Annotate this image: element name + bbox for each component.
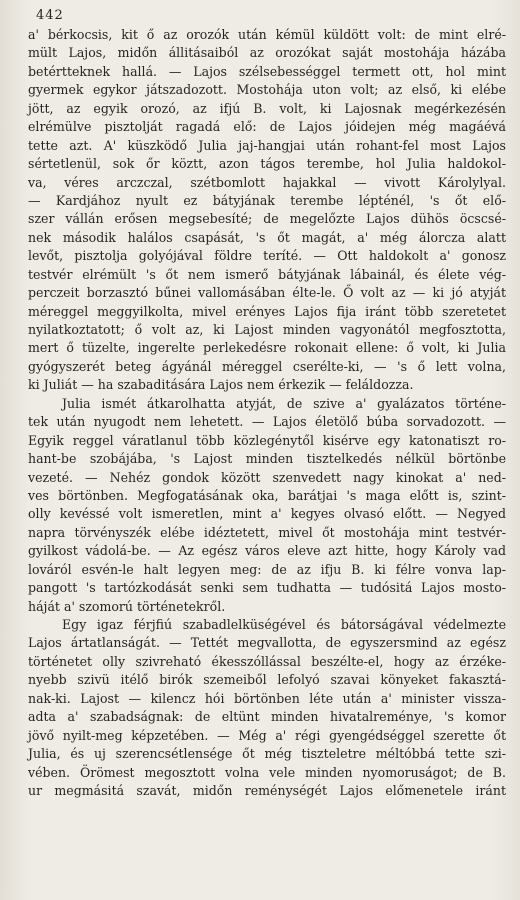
- text-line: va, véres arczczal, szétbomlott hajakkal — vivott Károlylyal.: [28, 174, 506, 190]
- text-line: nak-ki. Lajost — kilencz hói börtönben léte után a' minister vissza-: [28, 690, 506, 706]
- text-line: testvér elrémült 's őt nem ismerő bátyjának lábainál, és élete vég-: [28, 266, 506, 282]
- text-line: levőt, pisztolja golyójával földre teríté. — Ott haldokolt a' gonosz: [28, 248, 506, 264]
- text-line: jövő nyilt-meg képzetében. — Még a' régi gyengédséggel szerette őt: [28, 727, 506, 743]
- text-line: Egy igaz férjfiú szabadlelküségével és bátorságával védelmezte: [62, 617, 506, 632]
- text-line: jött, az egyik orozó, az ifjú B. volt, ki Lajosnak megérkezésén: [28, 100, 506, 116]
- text-line: lováról esvén-le halt legyen meg: de az ifju B. ki félre vonva lap-: [28, 561, 506, 577]
- text-line: méreggel meggyilkolta, mivel erényes Lajos fija iránt több szeretetet: [28, 303, 506, 319]
- text-line: tette azt. A' küszködő Julia jaj-hangjai után rohant-fel most Lajos: [28, 137, 506, 153]
- text-line: a' bérkocsis, kit ő az orozók után kémül küldött volt: de mint elré-: [28, 27, 506, 42]
- text-line: ki Juliát — ha szabaditására Lajos nem érkezik — feláldozza.: [28, 377, 414, 393]
- text-line: pangott 's tartózkodását senki sem tudhatta — tudósitá Lajos mosto-: [28, 580, 506, 596]
- text-line: háját a' szomorú történetekről.: [28, 598, 226, 614]
- text-line: Egyik reggel váratlanul több közlegénytől kisérve egy katonatiszt ro-: [28, 432, 506, 448]
- text-line: — Kardjához nyult ez bátyjának terembe lépténél, 's őt elő-: [28, 192, 506, 208]
- text-line: gyilkost vádolá-be. — Az egész város eleve azt hitte, hogy Károly vad: [28, 543, 506, 559]
- text-line: sértetlenül, sok őr köztt, azon tágos terembe, hol Julia haldokol-: [28, 156, 506, 172]
- paragraph: [28, 616, 506, 800]
- text-line: Julia, és uj szerencsétlensége őt még tiszteletre méltóbbá tette szi-: [28, 746, 506, 762]
- text-line: hant-be szobájába, 's Lajost minden tisztelkedés nélkül börtönbe: [28, 451, 506, 467]
- text-line: Lajos ártatlanságát. — Tettét megvallotta, de egyszersmind az egész: [28, 635, 506, 651]
- text-line: tek után nyugodt nem lehetett. — Lajos életölő búba sorvadozott. —: [28, 414, 506, 430]
- text-line: nyebb szivü itélő birók szemeiből lefolyó szavai könyeket fakasztá-: [28, 672, 506, 688]
- text-line: olly kevéssé volt ismeretlen, mint a' kegyes olvasó előtt. — Negyed: [28, 506, 506, 522]
- text-line: ves börtönben. Megfogatásának oka, barátjai 's maga előtt is, szint-: [28, 487, 506, 503]
- text-line: gyógyszerét beteg ágyánál méreggel cserélte-ki, — 's ő lett volna,: [28, 358, 506, 374]
- text-line: perczeit borzasztó bűnei vallomásában élte-le. Ő volt az — ki jó atyját: [28, 285, 506, 301]
- text-line: ur megmásitá szavát, midőn reménységét Lajos előmenetele iránt: [28, 782, 506, 798]
- text-line: szer vállán erősen megsebesíté; de megelőzte Lajos dühös öcscsé-: [28, 211, 506, 227]
- text-line: elrémülve pisztolját ragadá elő: de Lajos jóidejen még magáévá: [28, 119, 506, 135]
- paragraph: [28, 26, 506, 395]
- paragraph: [28, 395, 506, 616]
- text-line: történetet olly szivreható ékesszóllással beszélte-el, hogy az érzéke-: [28, 653, 506, 669]
- text-line: napra törvényszék elébe idéztetett, mivel őt mostohája mint testvér-: [28, 524, 506, 540]
- text-line: Julia ismét átkarolhatta atyját, de szive a' gyalázatos történe-: [62, 395, 506, 411]
- text-line: vében. Örömest megosztott volna vele minden nyomoruságot; de B.: [28, 764, 506, 780]
- text-line: betértteknek hallá. — Lajos szélsebességgel termett ott, hol mint: [28, 63, 506, 79]
- text-line: mert ő tüzelte, ingerelte perlekedésre rokonait ellene: ő volt, ki Julia: [28, 340, 506, 356]
- text-line: nyilatkoztatott; ő volt az, ki Lajost minden vagyonától megfosztotta,: [28, 322, 506, 337]
- text-line: vezeté. — Nehéz gondok között szenvedett nagy kinokat a' ned-: [28, 469, 506, 485]
- body-text: [28, 26, 506, 800]
- page-number: 442: [36, 8, 64, 23]
- text-line: gyermek egykor játszadozott. Mostohája uton volt; az első, ki elébe: [28, 82, 506, 98]
- text-line: adta a' szabadságnak: de eltünt minden hivatalreménye, 's komor: [28, 709, 506, 725]
- text-line: nek második halálos csapását, 's őt magát, a' még álorcza alatt: [28, 229, 506, 245]
- text-line: mült Lajos, midőn állitásaiból az orozókat saját mostohája házába: [28, 45, 506, 61]
